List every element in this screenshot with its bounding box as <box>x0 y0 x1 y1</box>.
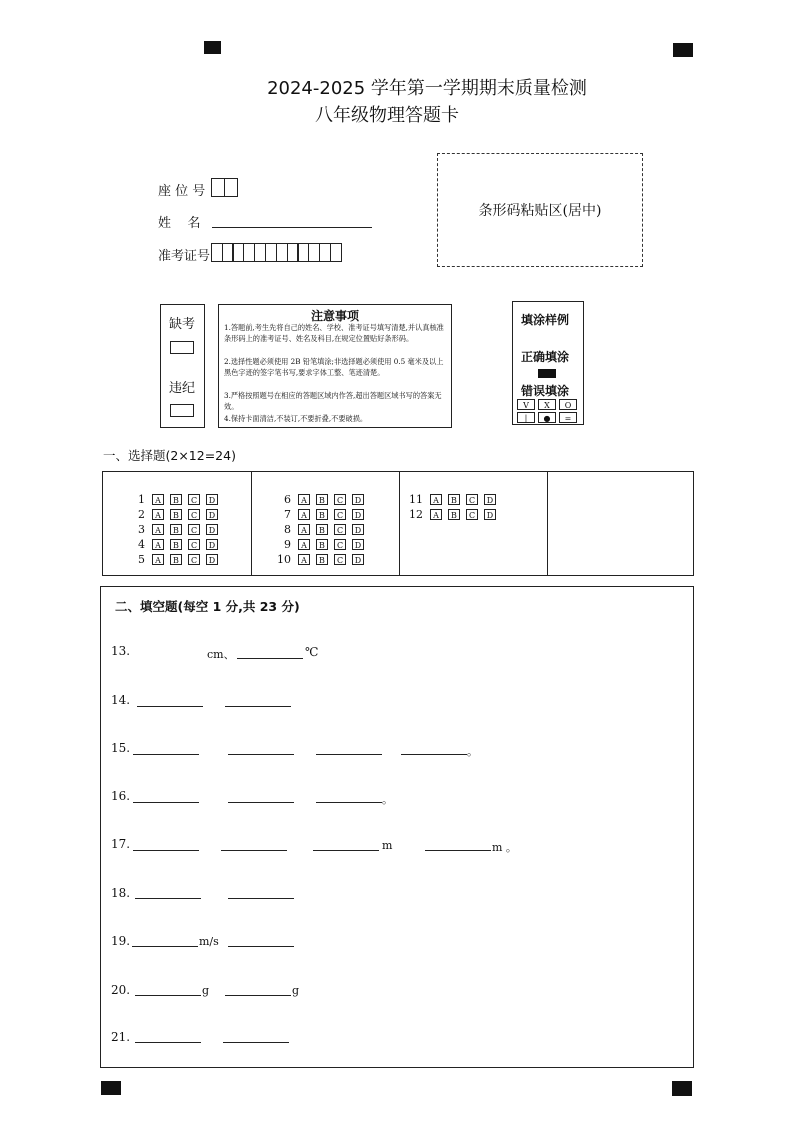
option-bubble-c[interactable]: C <box>334 539 346 550</box>
question-number: 21. <box>111 1030 131 1044</box>
wrong-fill-label: 错误填涂 <box>521 384 570 398</box>
column-divider <box>399 472 400 575</box>
fill-section-title: 二、填空题(每空 1 分,共 23 分) <box>115 599 300 614</box>
option-bubble-b[interactable]: B <box>316 524 328 535</box>
answer-blank[interactable] <box>223 1042 289 1043</box>
option-bubble-c[interactable]: C <box>334 494 346 505</box>
unit-label: ℃ <box>305 645 319 659</box>
option-bubble-a[interactable]: A <box>298 539 310 550</box>
choice-question-number: 1 <box>138 493 145 506</box>
choice-question-number: 6 <box>284 493 291 506</box>
answer-blank[interactable] <box>425 850 491 851</box>
option-bubble-d[interactable]: D <box>206 509 218 520</box>
choice-question-row <box>401 508 502 521</box>
choice-question-number: 5 <box>138 553 145 566</box>
question-number: 16. <box>111 789 131 803</box>
option-bubble-a[interactable]: A <box>152 509 164 520</box>
name-field[interactable] <box>212 227 372 228</box>
answer-blank[interactable] <box>316 802 382 803</box>
unit-label: g <box>292 984 300 997</box>
choice-answer-area <box>102 471 694 576</box>
choice-question-number: 4 <box>138 538 145 551</box>
wrong-mark-dash: = <box>559 412 577 423</box>
option-bubble-a[interactable]: A <box>298 494 310 505</box>
option-bubble-b[interactable]: B <box>316 539 328 550</box>
fill-sample-box <box>512 301 584 425</box>
answer-blank[interactable] <box>225 995 291 996</box>
option-bubble-b[interactable]: B <box>448 494 460 505</box>
question-number: 20. <box>111 983 131 997</box>
option-bubble-a[interactable]: A <box>152 539 164 550</box>
option-bubble-b[interactable]: B <box>170 524 182 535</box>
answer-blank[interactable] <box>228 898 294 899</box>
unit-label: m/s <box>199 935 219 948</box>
choice-question-row <box>123 508 224 521</box>
absent-mark-box[interactable] <box>170 341 194 354</box>
column-divider <box>547 472 548 575</box>
wrong-mark-cross: X <box>538 399 556 410</box>
option-bubble-d[interactable]: D <box>206 554 218 565</box>
answer-blank[interactable] <box>133 850 199 851</box>
choice-question-number: 3 <box>138 523 145 536</box>
option-bubble-a[interactable]: A <box>430 509 442 520</box>
seat-digit-box[interactable] <box>224 178 238 197</box>
option-bubble-d[interactable]: D <box>484 494 496 505</box>
question-number: 17. <box>111 837 131 851</box>
unit-label: g <box>202 984 210 997</box>
option-bubble-d[interactable]: D <box>352 524 364 535</box>
choice-question-row <box>123 493 224 506</box>
option-bubble-b[interactable]: B <box>448 509 460 520</box>
question-number: 18. <box>111 886 131 900</box>
notice-item: 4.保持卡面清洁,不装订,不要折叠,不要破损。 <box>224 414 368 423</box>
notice-item: 3.严格按照题号在相应的答题区域内作答,超出答题区域书写的答案无效。 <box>224 391 442 411</box>
choice-question-number: 7 <box>284 508 291 521</box>
option-bubble-d[interactable]: D <box>484 509 496 520</box>
option-bubble-b[interactable]: B <box>316 494 328 505</box>
option-bubble-c[interactable]: C <box>188 539 200 550</box>
option-bubble-c[interactable]: C <box>334 524 346 535</box>
notice-box <box>218 304 452 428</box>
barcode-area <box>437 153 643 267</box>
choice-question-row <box>269 508 370 521</box>
option-bubble-c[interactable]: C <box>466 494 478 505</box>
exam-id-label: 准考证号 <box>158 249 211 264</box>
answer-blank[interactable] <box>228 802 294 803</box>
column-divider <box>251 472 252 575</box>
violation-mark-box[interactable] <box>170 404 194 417</box>
name-label: 姓 名 <box>158 216 201 231</box>
question-number: 19. <box>111 934 131 948</box>
choice-question-number: 2 <box>138 508 145 521</box>
answer-blank[interactable] <box>133 802 199 803</box>
option-bubble-a[interactable]: A <box>152 554 164 565</box>
answer-blank[interactable] <box>135 898 201 899</box>
wrong-mark-circle: O <box>559 399 577 410</box>
option-bubble-b[interactable]: B <box>316 509 328 520</box>
option-bubble-b[interactable]: B <box>170 554 182 565</box>
choice-question-row <box>269 523 370 536</box>
option-bubble-c[interactable]: C <box>334 509 346 520</box>
unit-label: 。 <box>467 745 478 758</box>
choice-question-row <box>123 538 224 551</box>
option-bubble-a[interactable]: A <box>152 494 164 505</box>
option-bubble-c[interactable]: C <box>188 509 200 520</box>
option-bubble-c[interactable]: C <box>188 494 200 505</box>
choice-question-number: 8 <box>284 523 291 536</box>
choice-question-row <box>269 493 370 506</box>
absent-label: 缺考 <box>169 317 196 332</box>
violation-label: 违纪 <box>169 381 196 396</box>
option-bubble-d[interactable]: D <box>352 494 364 505</box>
notice-item: 2.选择性题必须使用 2B 铅笔填涂;非选择题必须使用 0.5 毫米及以上黑色字迹的签字笔书写,要求字体工整、笔迹清楚。 <box>224 357 444 377</box>
wrong-mark-line: | <box>517 412 535 423</box>
absent-violation-box <box>160 304 205 428</box>
seat-label: 座 位 号 <box>158 184 206 199</box>
corner-marker-top-right <box>673 43 693 57</box>
option-bubble-c[interactable]: C <box>466 509 478 520</box>
answer-blank[interactable] <box>135 995 201 996</box>
choice-question-number: 9 <box>284 538 291 551</box>
unit-label: cm、 <box>207 648 235 661</box>
fill-answer-area <box>100 586 694 1068</box>
correct-fill-sample <box>538 369 556 378</box>
unit-label: m 。 <box>492 841 517 854</box>
question-number: 13. <box>111 644 131 658</box>
option-bubble-a[interactable]: A <box>152 524 164 535</box>
answer-blank[interactable] <box>137 706 203 707</box>
option-bubble-d[interactable]: D <box>352 509 364 520</box>
page-title: 2024-2025 学年第一学期期末质量检测 <box>267 78 587 99</box>
answer-blank[interactable] <box>225 706 291 707</box>
corner-marker-bottom-left <box>101 1081 121 1095</box>
answer-blank[interactable] <box>228 754 294 755</box>
answer-blank[interactable] <box>401 754 467 755</box>
option-bubble-b[interactable]: B <box>316 554 328 565</box>
option-bubble-d[interactable]: D <box>206 494 218 505</box>
choice-question-row <box>269 553 370 566</box>
answer-blank[interactable] <box>228 946 294 947</box>
choice-question-row <box>401 493 502 506</box>
option-bubble-d[interactable]: D <box>352 554 364 565</box>
wrong-mark-check: V <box>517 399 535 410</box>
unit-label: 。 <box>382 793 393 806</box>
option-bubble-d[interactable]: D <box>352 539 364 550</box>
answer-blank[interactable] <box>237 658 303 659</box>
option-bubble-b[interactable]: B <box>170 494 182 505</box>
choice-section-title: 一、选择题(2×12=24) <box>103 448 236 463</box>
option-bubble-d[interactable]: D <box>206 539 218 550</box>
answer-blank[interactable] <box>135 1042 201 1043</box>
exam-id-boxes[interactable] <box>212 243 342 262</box>
correct-fill-label: 正确填涂 <box>521 350 570 364</box>
answer-blank[interactable] <box>313 850 379 851</box>
exam-id-digit-box[interactable] <box>330 243 342 262</box>
wrong-fill-samples <box>517 399 581 423</box>
answer-blank[interactable] <box>133 754 199 755</box>
notice-title: 注意事项 <box>310 309 359 323</box>
option-bubble-a[interactable]: A <box>298 524 310 535</box>
corner-marker-bottom-right <box>672 1081 692 1096</box>
option-bubble-b[interactable]: B <box>170 539 182 550</box>
question-number: 14. <box>111 693 131 707</box>
choice-question-number: 12 <box>409 508 423 521</box>
option-bubble-b[interactable]: B <box>170 509 182 520</box>
option-bubble-d[interactable]: D <box>206 524 218 535</box>
choice-question-number: 10 <box>277 553 291 566</box>
question-number: 15. <box>111 741 131 755</box>
option-bubble-c[interactable]: C <box>188 554 200 565</box>
page-subtitle: 八年级物理答题卡 <box>315 105 459 126</box>
answer-blank[interactable] <box>132 946 198 947</box>
option-bubble-a[interactable]: A <box>298 509 310 520</box>
option-bubble-c[interactable]: C <box>188 524 200 535</box>
choice-question-row <box>269 538 370 551</box>
option-bubble-a[interactable]: A <box>298 554 310 565</box>
choice-question-row <box>123 523 224 536</box>
choice-question-row <box>123 553 224 566</box>
answer-blank[interactable] <box>221 850 287 851</box>
corner-marker-top-left <box>204 41 221 54</box>
option-bubble-c[interactable]: C <box>334 554 346 565</box>
choice-question-number: 11 <box>409 493 423 506</box>
wrong-mark-dot: ● <box>538 412 556 423</box>
notice-item: 1.答题前,考生先将自己的姓名、学校、准考证号填写清楚,并认真核准条形码上的准考证号、姓名及科目,在规定位置贴好条形码。 <box>224 323 444 343</box>
unit-label: m <box>382 839 393 852</box>
option-bubble-a[interactable]: A <box>430 494 442 505</box>
seat-number-boxes[interactable] <box>212 178 238 197</box>
answer-blank[interactable] <box>316 754 382 755</box>
barcode-label: 条形码粘贴区(居中) <box>478 203 602 219</box>
fill-sample-title: 填涂样例 <box>521 313 570 327</box>
